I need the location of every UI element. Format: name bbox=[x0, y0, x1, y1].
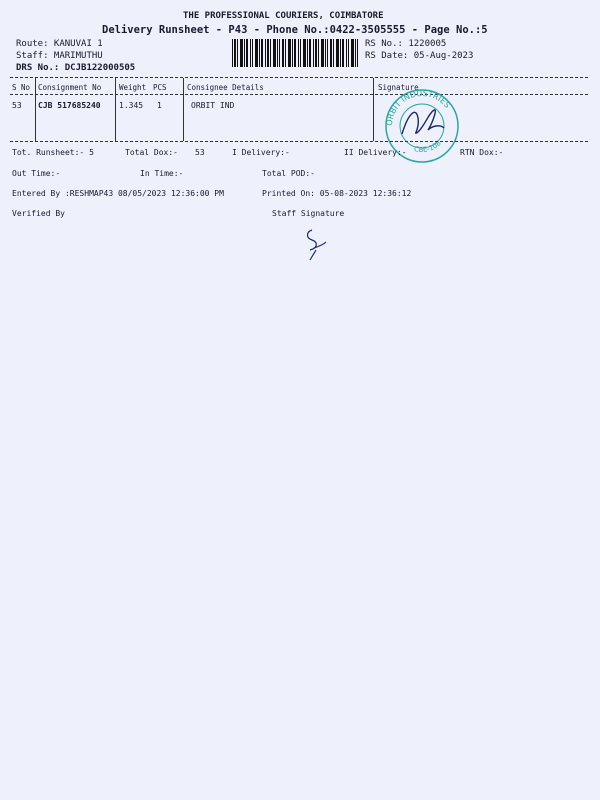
row-consignee: ORBIT IND bbox=[191, 101, 235, 110]
rs-number: RS No.: 1220005 bbox=[365, 39, 447, 49]
row-pcs: 1 bbox=[157, 101, 162, 110]
stamp-text-top: ORBIT INDUSTRIES bbox=[384, 88, 452, 127]
in-time: In Time:- bbox=[140, 169, 184, 178]
row-sno: 53 bbox=[12, 101, 22, 110]
tot-runsheet: Tot. Runsheet:- 5 bbox=[12, 148, 94, 157]
staff: Staff: MARIMUTHU bbox=[16, 51, 103, 61]
total-dox-label: Total Dox:- bbox=[125, 148, 178, 157]
table-top-rule bbox=[10, 77, 588, 78]
column-header-pcs: PCS bbox=[153, 83, 167, 92]
barcode-image bbox=[232, 39, 358, 67]
total-dox-value: 53 bbox=[195, 148, 205, 157]
row-weight: 1.345 bbox=[119, 101, 144, 110]
column-header-sno: S No bbox=[12, 83, 31, 92]
ii-delivery: II Delivery:- bbox=[344, 148, 407, 157]
verified-by: Verified By bbox=[12, 209, 65, 218]
company-name: THE PROFESSIONAL COURIERS, COIMBATORE bbox=[183, 11, 384, 21]
rtn-dox: RTN Dox:- bbox=[460, 148, 504, 157]
header-rule bbox=[10, 94, 588, 95]
table-divider bbox=[35, 78, 36, 141]
handwritten-signature bbox=[402, 110, 444, 134]
column-header-consignment: Consignment No bbox=[38, 83, 102, 92]
route: Route: KANUVAI 1 bbox=[16, 39, 103, 49]
staff-signature-mark bbox=[298, 226, 334, 262]
column-header-consignee: Consignee Details bbox=[187, 83, 264, 92]
rs-date: RS Date: 05-Aug-2023 bbox=[365, 51, 474, 61]
printed-on: Printed On: 05-08-2023 12:36:12 bbox=[262, 189, 412, 198]
entered-by: Entered By :RESHMAP43 08/05/2023 12:36:00 PM bbox=[12, 189, 224, 198]
stamp-text-bottom: CBE-108 bbox=[413, 139, 443, 155]
total-pod: Total POD:- bbox=[262, 169, 315, 178]
table-divider bbox=[115, 78, 116, 141]
table-divider bbox=[183, 78, 184, 141]
staff-signature-label: Staff Signature bbox=[272, 209, 345, 218]
table-bottom-rule bbox=[10, 141, 588, 142]
drs-number: DRS No.: DCJB122000505 bbox=[16, 63, 136, 73]
out-time: Out Time:- bbox=[12, 169, 61, 178]
row-consignment: CJB 517685240 bbox=[38, 101, 101, 110]
column-header-signature: Signature bbox=[378, 83, 419, 92]
column-header-weight: Weight bbox=[119, 83, 147, 92]
runsheet-subtitle: Delivery Runsheet - P43 - Phone No.:0422-3505555 - Page No.:5 bbox=[102, 24, 488, 36]
i-delivery: I Delivery:- bbox=[232, 148, 290, 157]
